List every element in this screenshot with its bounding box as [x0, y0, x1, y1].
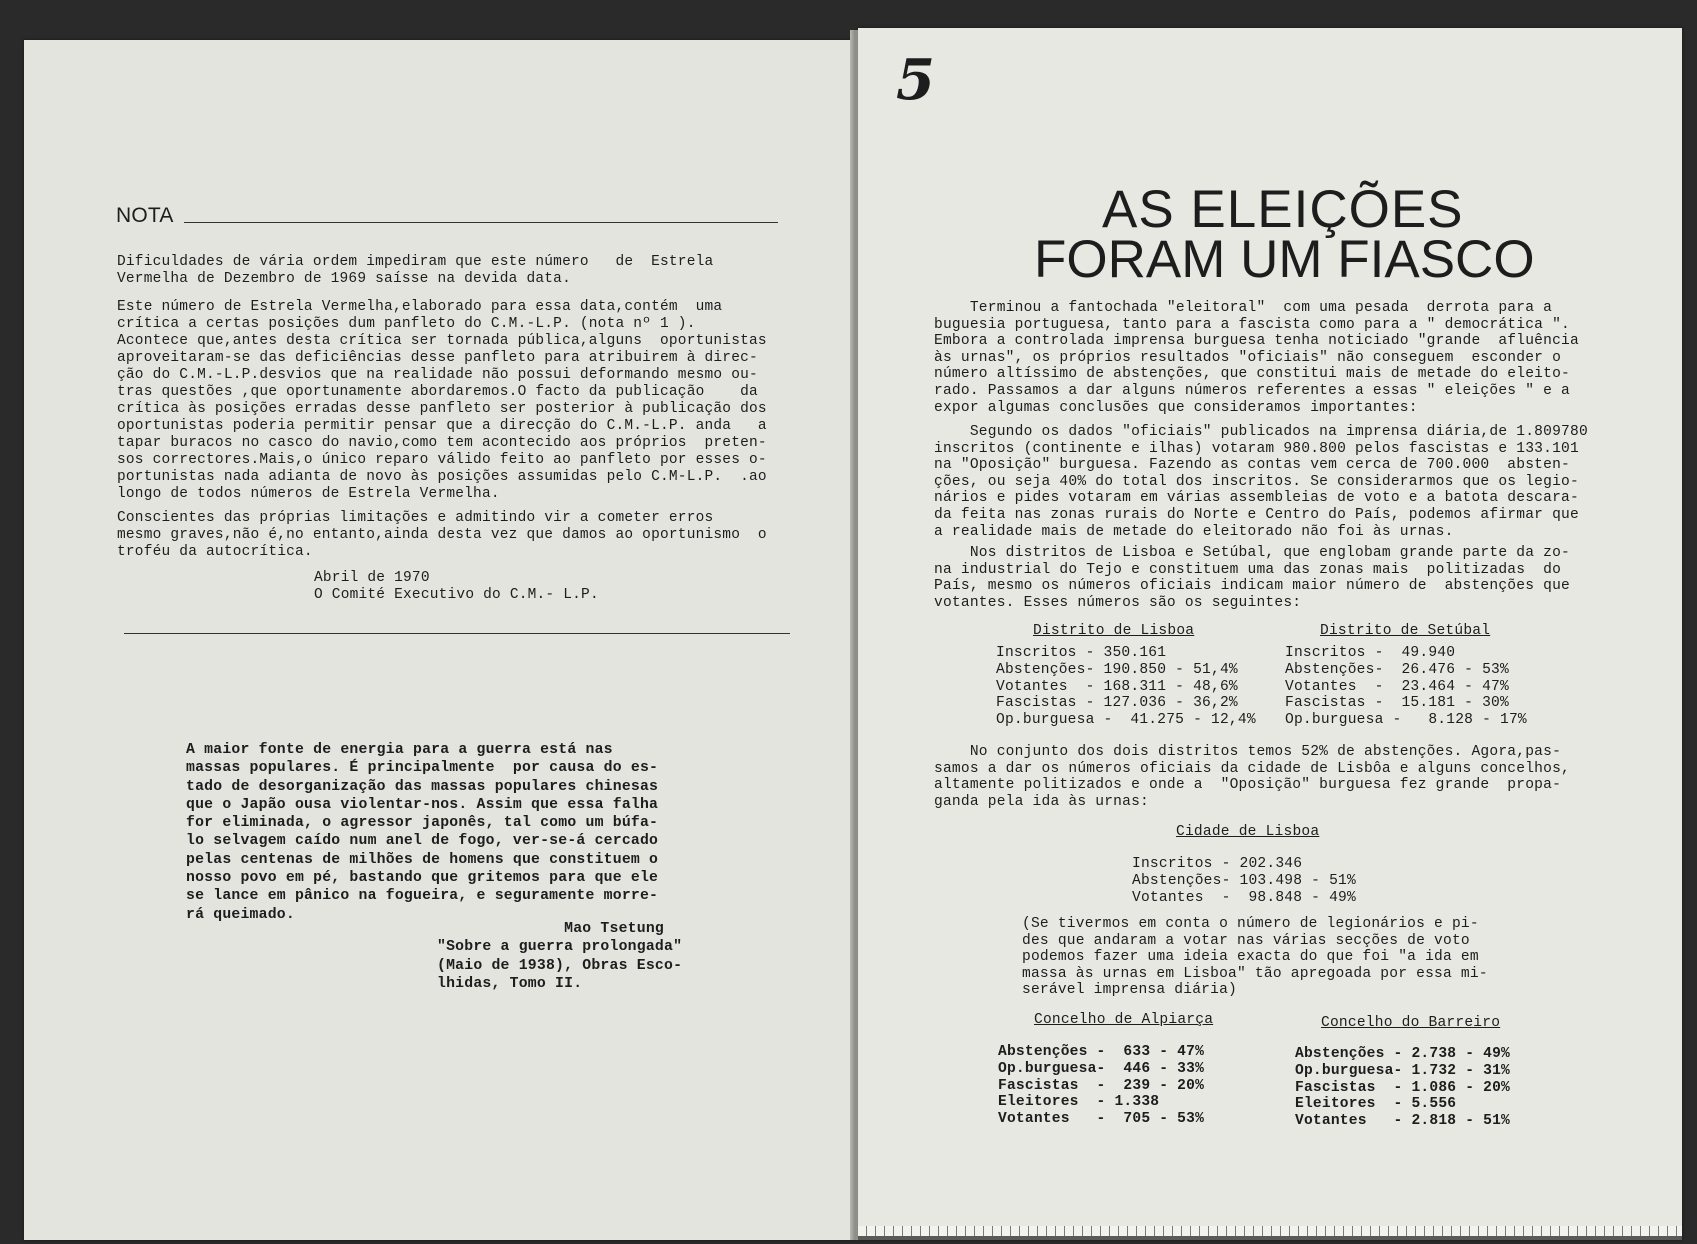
- article-paragraph-3: Nos distritos de Lisboa e Setúbal, que englobam grande parte da zo- na industrial do Tejo e constituem uma das zonas mais politizadas do País, mesmo os números oficiais indicam maior número de abstenções que votantes. Esses números são os seguintes:: [934, 545, 1570, 611]
- barreiro-results-table: Abstenções - 2.738 - 49% Op.burguesa- 1.732 - 31% Fascistas - 1.086 - 20% Eleitores - 5.556 Votantes - 2.818 - 51%: [1295, 1046, 1510, 1130]
- nota-paragraph-1: Dificuldades de vária ordem impediram que este número de Estrela Vermelha de Dezembro de 1969 saísse na devida data.: [117, 254, 714, 287]
- nota-paragraph-3: Conscientes das próprias limitações e admitindo vir a cometer erros mesmo graves,não é,no entanto,ainda desta vez que damos ao oportunismo o troféu da autocrítica.: [117, 510, 767, 560]
- setubal-results-table: Inscritos - 49.940 Abstenções- 26.476 - 53% Votantes - 23.464 - 47% Fascistas - 15.181 - 30% Op.burguesa - 8.128 - 17%: [1285, 645, 1527, 729]
- barreiro-heading: Concelho do Barreiro: [1321, 1015, 1501, 1031]
- mao-quote: A maior fonte de energia para a guerra está nas massas populares. É principalmente por causa do es- tado de desorganização das massas populares chinesas que o Japão ousa violentar-nos. Assim que essa falha for eliminada, o agressor japonês, tal como um búfa- lo selvagem caído num anel de fogo, ver-se-á cercado pelas centenas de milhões de homens que constituem o nosso povo em pé, bastando que gritemos para que ele se lance em pânico na fogueira, e seguramente morre- rá queimado.: [186, 742, 659, 923]
- cidade-lisboa-heading: Cidade de Lisboa: [1176, 824, 1320, 840]
- section-divider: [124, 633, 790, 634]
- article-paragraph-4: No conjunto dos dois distritos temos 52% de abstenções. Agora,pas- samos a dar os números oficiais da cidade de Lisbôa e alguns concelhos, altamente politizados e onde a "Oposição" burguesa fez grande propa- ganda pela ida às urnas:: [934, 744, 1570, 810]
- alpiarca-results-table: Abstenções - 633 - 47% Op.burguesa- 446 - 33% Fascistas - 239 - 20% Eleitores - 1.338 Votantes - 705 - 53%: [998, 1044, 1205, 1128]
- nota-paragraph-2: Este número de Estrela Vermelha,elaborado para essa data,contém uma crítica a certas posições dum panfleto do C.M.-L.P. (nota nº 1 ). Acontece que,antes desta crítica ser tornada pública,alguns oportunistas aproveitaram-se das deficiências desse panfleto para atribuirem à direc- ção do C.M.-L.P.desvios que na realidade não possui deformando mesmo ou- tras questões ,que oportunamente abordaremos.O facto da publicação da crítica às posições erradas desse panfleto ser posterior à publicação dos oportunistas poderia permitir pensar que a direcção do C.M.-L.P. anda a tapar buracos no casco do navio,como tem acontecido aos próprios preten- sos correctores.Mais,o único reparo válido feito ao panfleto por esses o- portunistas nada adianta de novo às posições assumidas pelo C.M-L.P. .ao longo de todos números de Estrela Vermelha.: [117, 299, 767, 502]
- nota-signature: Abril de 1970 O Comité Executivo do C.M.- L.P.: [314, 570, 599, 603]
- article-paragraph-5: (Se tivermos em conta o número de legionários e pi- des que andaram a votar nas várias secções de voto podemos fazer uma ideia exacta do que foi "a ida em massa às urnas em Lisboa" tão apregoada por essa mi- serável imprensa diária): [1022, 916, 1488, 999]
- article-paragraph-1: Terminou a fantochada "eleitoral" com uma pesada derrota para a buguesia portuguesa, tanto para a fascista como para a " democrática ". Embora a controlada imprensa burguesa tenha noticiado "grande afluência às urnas", os próprios resultados "oficiais" não conseguem esconder o número altíssimo de abstenções, que constitui mais de metade do eleito- rado. Passamos a dar alguns números referentes a essas " eleições " e a expor algumas conclusões que consideramos importantes:: [934, 300, 1579, 416]
- nota-rule: [184, 222, 778, 223]
- lisboa-results-table: Inscritos - 350.161 Abstenções- 190.850 - 51,4% Votantes - 168.311 - 48,6% Fascistas - 127.036 - 36,2% Op.burguesa - 41.275 - 12,4%: [996, 645, 1256, 729]
- page-number: 5: [896, 47, 936, 113]
- setubal-heading: Distrito de Setúbal: [1320, 623, 1491, 639]
- scan-ruler-bar: [858, 1236, 1682, 1240]
- article-title-line-2: FORAM UM FIASCO: [1034, 230, 1535, 289]
- quote-attribution: Mao Tsetung "Sobre a guerra prolongada" (Maio de 1938), Obras Esco- lhidas, Tomo II.: [437, 921, 683, 992]
- article-paragraph-2: Segundo os dados "oficiais" publicados na imprensa diária,de 1.809780 inscritos (continente e ilhas) votaram 980.800 pelos fascistas e 133.101 na "Oposição" burguesa. Fazendo as contas vem cerca de 700.000 absten- ções, ou seja 40% do total dos inscritos. Se considerarmos que os legio- nários e pides votaram em várias assembleias de voto e a batota descara- da feita nas zonas rurais do Norte e Centro do País, podemos afirmar que a realidade mais de metade do eleitorado não foi às urnas.: [934, 424, 1588, 540]
- article-title-line-1: AS ELEIÇÕES: [1102, 180, 1464, 239]
- cidade-lisboa-table: Inscritos - 202.346 Abstenções- 103.498 - 51% Votantes - 98.848 - 49%: [1132, 856, 1356, 906]
- lisboa-heading: Distrito de Lisboa: [1033, 623, 1195, 639]
- alpiarca-heading: Concelho de Alpiarça: [1034, 1012, 1214, 1028]
- left-page: [24, 40, 856, 1240]
- nota-title: NOTA: [116, 204, 174, 227]
- right-page: [858, 28, 1682, 1240]
